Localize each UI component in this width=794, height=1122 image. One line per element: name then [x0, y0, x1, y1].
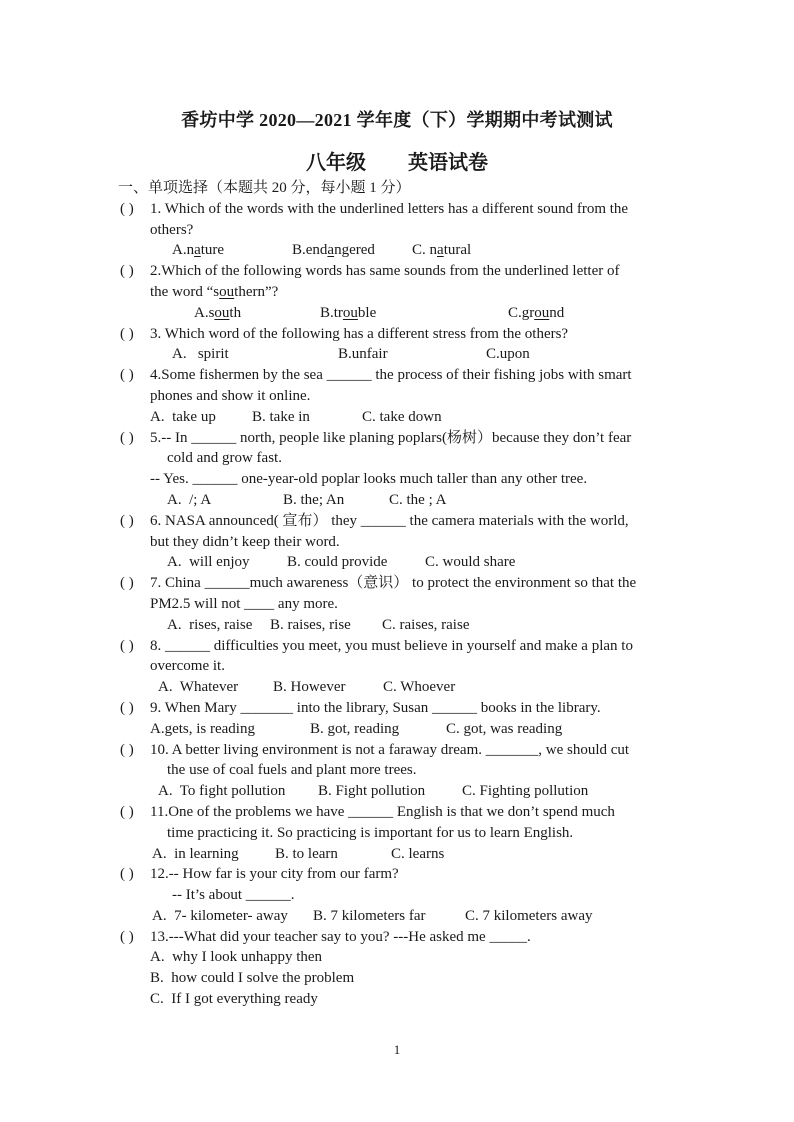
exam-subtitle	[0, 146, 794, 175]
answer-blank[interactable]: ( )	[120, 200, 134, 217]
options-row	[150, 303, 690, 324]
answer-blank[interactable]: ( )	[120, 866, 134, 883]
question-stem: 11.One of the problems we have ______ English is that we don’t spend much	[150, 803, 615, 820]
answer-blank[interactable]: ( )	[120, 928, 134, 945]
answer-blank[interactable]: ( )	[120, 429, 134, 446]
option-c: C. Fighting pollution	[462, 783, 589, 800]
option-a: A. Whatever	[158, 679, 239, 696]
exam-body	[120, 178, 690, 1010]
option-c: C. raises, raise	[382, 616, 470, 633]
answer-blank[interactable]: ( )	[120, 741, 134, 758]
option-a: A. spirit	[172, 346, 229, 363]
option-b: B.unfair	[338, 346, 388, 363]
options-row	[150, 677, 690, 698]
option-b: B. raises, rise	[270, 616, 351, 633]
answer-blank[interactable]: ( )	[120, 512, 134, 529]
question-12	[120, 864, 690, 926]
option-c: C.ground	[508, 304, 565, 321]
question-stem: 7. China ______much awareness（意识） to protect the environment so that the	[150, 575, 637, 592]
options-row	[150, 407, 690, 428]
question-continuation: others?	[150, 221, 194, 238]
options-row	[150, 344, 690, 365]
answer-blank[interactable]: ( )	[120, 325, 134, 342]
options-row	[120, 844, 690, 865]
question-continuation: the word “southern”?	[150, 283, 279, 300]
grade-label: 八年级	[306, 152, 366, 174]
page-number: 1	[393, 1042, 401, 1057]
option-b: B. the; An	[283, 491, 345, 508]
answer-blank[interactable]: ( )	[120, 637, 134, 654]
option-c: C. 7 kilometers away	[465, 907, 593, 924]
option-a: A.gets, is reading	[150, 720, 255, 737]
option-b: B. how could I solve the problem	[150, 970, 355, 987]
option-a: A.south	[194, 304, 242, 321]
question-4	[120, 365, 690, 427]
answer-blank[interactable]: ( )	[120, 803, 134, 820]
options-row	[150, 719, 690, 740]
option-a: A. rises, raise	[167, 616, 253, 633]
option-a: A.nature	[172, 242, 225, 259]
option-b: B.trouble	[320, 304, 377, 321]
option-a: A. 7- kilometer- away	[152, 907, 288, 924]
option-b: B. Fight pollution	[318, 783, 426, 800]
question-1	[120, 199, 690, 261]
answer-blank[interactable]: ( )	[120, 263, 134, 280]
option-b: B. could provide	[287, 554, 388, 571]
question-stem: 10. A better living environment is not a faraway dream. _______, we should cut	[150, 741, 630, 758]
option-a: A. will enjoy	[167, 554, 250, 571]
question-11	[120, 802, 690, 864]
question-stem: 2.Which of the following words has same sounds from the underlined letter of	[150, 263, 620, 280]
question-stem: 9. When Mary _______ into the library, Susan ______ books in the library.	[150, 699, 601, 716]
question-10	[120, 740, 690, 802]
section-heading: 一、单项选择（本题共 20 分，每小题 1 分）	[118, 180, 411, 196]
options-row	[150, 240, 690, 261]
option-c: C. natural	[412, 242, 472, 259]
question-stem: 1. Which of the words with the underlined letters has a different sound from the	[150, 200, 629, 217]
options-row	[150, 615, 690, 636]
option-c: C. If I got everything ready	[150, 991, 318, 1008]
question-continuation: PM2.5 will not ____ any more.	[150, 595, 338, 612]
question-3	[120, 324, 690, 366]
question-2	[120, 261, 690, 323]
option-c: C.upon	[486, 346, 530, 363]
question-5	[120, 428, 690, 511]
question-13	[120, 927, 690, 1010]
option-c: C. Whoever	[383, 679, 456, 696]
question-continuation: cold and grow fast.	[167, 450, 282, 467]
option-c: C. got, was reading	[446, 720, 563, 737]
option-a: A. take up	[150, 408, 216, 425]
exam-title: 香坊中学 2020—2021 学年度（下）学期期中考试测试	[181, 110, 613, 130]
question-continuation: but they didn’t keep their word.	[150, 533, 340, 550]
question-continuation: phones and show it online.	[150, 387, 311, 404]
option-a: A. To fight pollution	[158, 783, 286, 800]
subject-label: 英语试卷	[408, 152, 488, 174]
question-stem: 8. ______ difficulties you meet, you must believe in yourself and make a plan to	[150, 637, 633, 654]
question-6	[120, 511, 690, 573]
option-a: A. /; A	[167, 491, 212, 508]
options-row	[150, 490, 690, 511]
question-continuation: time practicing it. So practicing is important for us to learn English.	[167, 824, 574, 841]
option-b: B. However	[273, 679, 346, 696]
options-row	[150, 781, 690, 802]
options-row	[150, 552, 690, 573]
question-9	[120, 698, 690, 740]
option-c: C. the ; A	[389, 491, 447, 508]
question-stem: 3. Which word of the following has a different stress from the others?	[150, 325, 569, 342]
question-7	[120, 573, 690, 635]
option-b: B.endangered	[292, 242, 375, 259]
options-row	[120, 906, 690, 927]
question-continuation: the use of coal fuels and plant more trees.	[167, 762, 417, 779]
question-stem: 4.Some fishermen by the sea ______ the process of their fishing jobs with smart	[150, 367, 632, 384]
option-b: B. got, reading	[310, 720, 400, 737]
question-continuation: -- Yes. ______ one-year-old poplar looks much taller than any other tree.	[150, 471, 588, 488]
option-c: C. take down	[362, 408, 442, 425]
option-a: A. in learning	[152, 845, 239, 862]
question-stem: 6. NASA announced( 宣布） they ______ the camera materials with the world,	[150, 512, 629, 529]
answer-blank[interactable]: ( )	[120, 367, 134, 384]
option-a: A. why I look unhappy then	[150, 949, 323, 966]
question-continuation: -- It’s about ______.	[172, 887, 295, 904]
question-stem: 12.-- How far is your city from our farm?	[150, 866, 399, 883]
question-stem: 13.---What did your teacher say to you? ---He asked me _____.	[150, 928, 531, 945]
option-c: C. would share	[425, 554, 516, 571]
question-8	[120, 636, 690, 698]
answer-blank[interactable]: ( )	[120, 575, 134, 592]
option-b: B. 7 kilometers far	[313, 907, 426, 924]
option-b: B. to learn	[275, 845, 338, 862]
question-continuation: overcome it.	[150, 658, 225, 675]
question-stem: 5.-- In ______ north, people like planing poplars(杨树）because they don’t fear	[150, 429, 632, 446]
answer-blank[interactable]: ( )	[120, 699, 134, 716]
option-c: C. learns	[391, 845, 445, 862]
option-b: B. take in	[252, 408, 310, 425]
